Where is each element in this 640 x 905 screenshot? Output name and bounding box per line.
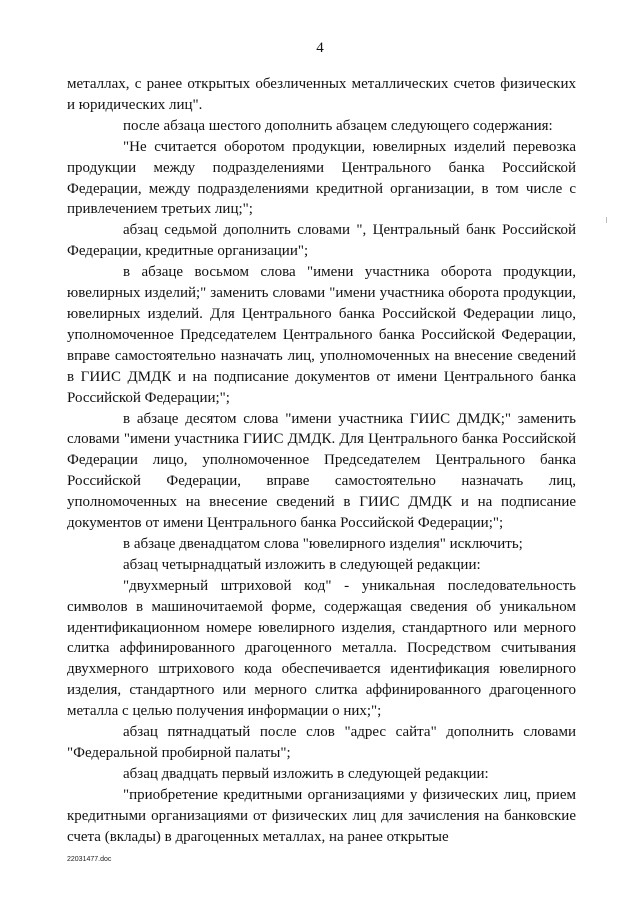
paragraph: в абзаце десятом слова "имени участника ГИИС ДМДК;" заменить словами "имени участника ГИИС ДМДК. Для Центрального банка Российской Федерации лицо, уполномоченное Председателем Центрального банка Российской Федерации, вправе самостоятельно назначать лиц, уполномоченных на внесение сведений в ГИИС ДМДК и на подписание документов от имени Центрального банка Российской Федерации;"; (67, 410, 576, 532)
paragraph: абзац пятнадцатый после слов "адрес сайта" дополнить словами "Федеральной пробирной палаты"; (67, 724, 576, 761)
paragraph: металлах, с ранее открытых обезличенных металлических счетов физических и юридических лиц". (67, 76, 576, 113)
paragraph: абзац двадцать первый изложить в следующей редакции: (123, 765, 489, 782)
paragraph: "двухмерный штриховой код" - уникальная последовательность символов в машиночитаемой форме, содержащая сведения об уникальном идентификационном номере ювелирного изделия, стандартного или мерного слитка аффинированного драгоценного металла. Посредством считывания двухмерного штрихового кода обеспечивается идентификация ювелирного изделия, стандартного или мерного слитка аффинированного драгоценного металла с целью получения информации о них;"; (67, 577, 576, 720)
paragraph: в абзаце восьмом слова "имени участника оборота продукции, ювелирных изделий;" заменить словами "имени участника оборота продукции, ювелирных изделий. Для Центрального банка Российской Федерации лицо, уполномоченное Председателем Центрального банка Российской Федерации, вправе самостоятельно назначать лиц, уполномоченных на внесение сведений в ГИИС ДМДК и на подписание документов от имени Центрального банка Российской Федерации;"; (67, 264, 576, 406)
paragraph: абзац седьмой дополнить словами ", Центральный банк Российской Федерации, кредитные организации"; (67, 222, 576, 260)
paragraph: абзац четырнадцатый изложить в следующей редакции: (123, 556, 481, 573)
page-number: 4 (316, 40, 324, 56)
paragraph: после абзаца шестого дополнить абзацем следующего содержания: (123, 117, 553, 134)
document-body (67, 74, 576, 848)
paragraph: в абзаце двенадцатом слова "ювелирного изделия" исключить; (123, 535, 523, 552)
paragraph: "приобретение кредитными организациями у физических лиц, прием кредитными организациями от физических лиц для зачисления на банковские счета (вклады) в драгоценных металлах, на ранее открытые (67, 786, 576, 845)
footer-filename: 22031477.doc (67, 856, 112, 863)
paragraph: "Не считается оборотом продукции, ювелирных изделий перевозка продукции между подразделениями Центрального банка Российской Федерации, между подразделениями кредитной организации, в том числе с привлечением третьих лиц;"; (67, 138, 576, 218)
margin-mark (606, 217, 607, 223)
